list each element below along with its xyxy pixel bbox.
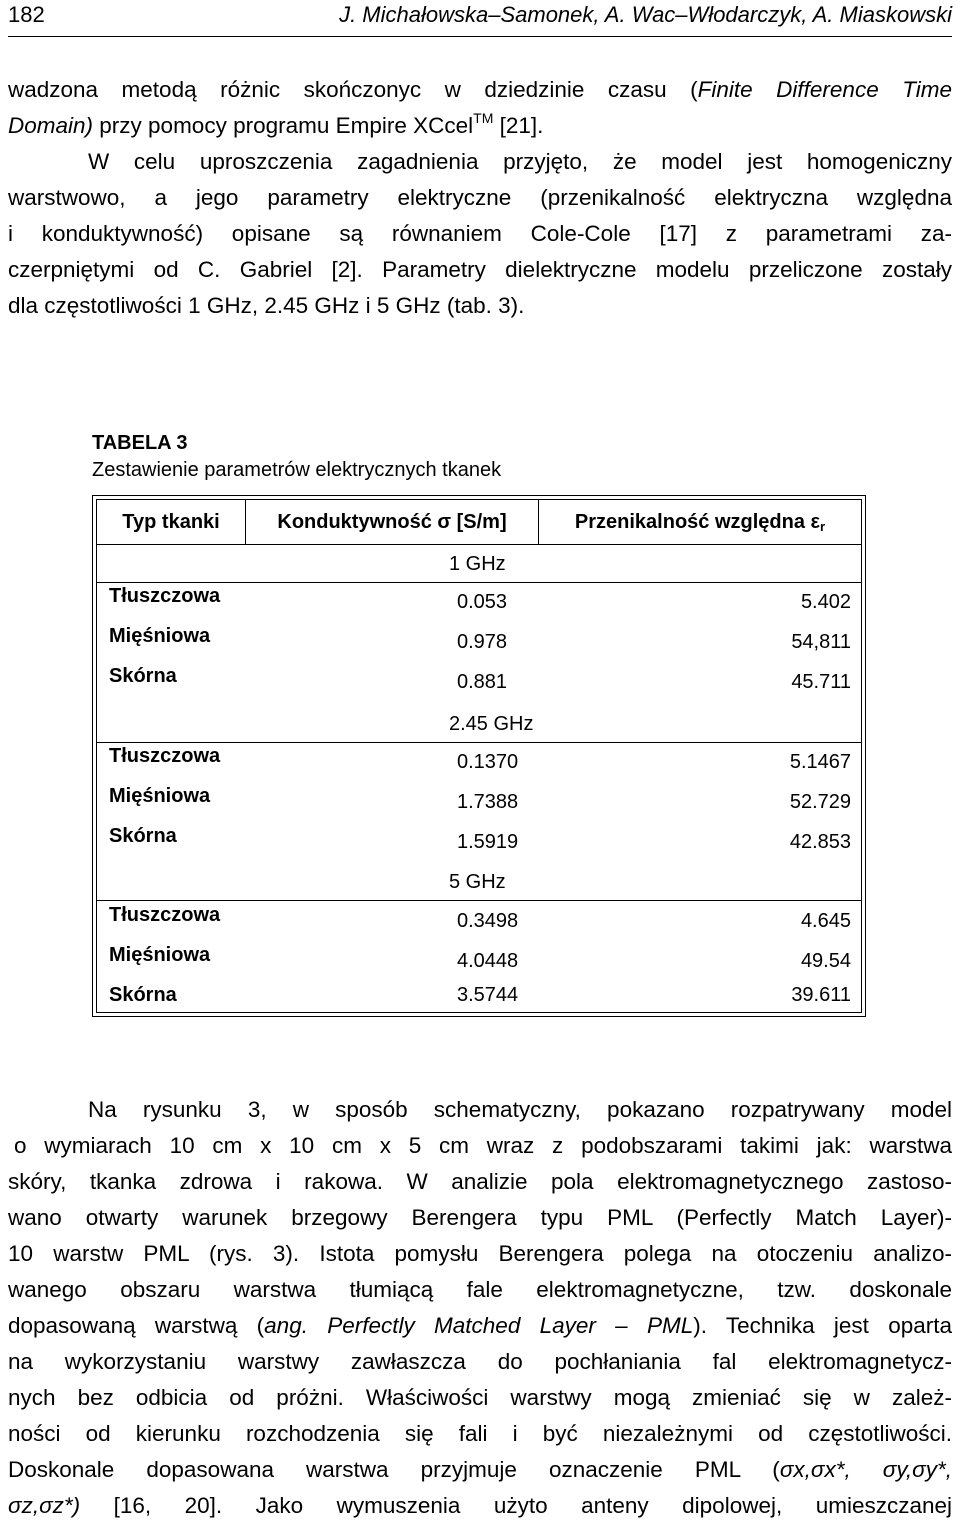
text-line: ności od kierunku rozchodzenia się fali i być niezależnymi od częstotliwości. [8,1421,952,1446]
text-line: warstwowo, a jego parametry elektryczne (przenikalność elektryczna względna [8,185,952,210]
table-row [97,823,861,863]
conductivity-value: 4.0448 [457,950,519,972]
conductivity-value: 1.5919 [457,831,519,853]
frequency-row [97,546,861,583]
frequency-row [97,864,861,901]
text-line: na wykorzystaniu warstwy zawłaszcza do pochłaniania fal elektromagnetycz- [8,1349,952,1374]
permittivity-value: 5.402 [800,591,851,613]
tissue-name: Tłuszczowa [109,745,221,767]
text-line: Doskonale dopasowana warstwa przyjmuje oznaczenie PML (σx,σx*, σy,σy*, [8,1457,952,1482]
tissue-name: Skórna [109,665,177,687]
tissue-name: Skórna [109,825,177,847]
text-line: i konduktywność) opisane są równaniem Cole-Cole [17] z parametrami za- [8,221,952,246]
table-row [97,583,861,623]
frequency-label: 2.45 GHz [449,713,534,735]
text-line: skóry, tkanka zdrowa i rakowa. W analizie pola elektromagnetycznego zastoso- [8,1169,952,1194]
text-line: Domain) przy pomocy programu Empire XCcel™ [21]. [8,110,544,138]
header-rule [8,36,952,37]
permittivity-value: 45.711 [791,671,851,693]
table-row [97,978,861,1018]
paragraph-model [8,1092,952,1524]
page-number: 182 [8,2,45,27]
tissue-name: Mięśniowa [109,625,211,647]
table-header-row [97,500,861,545]
frequency-row [97,706,861,743]
tissue-name: Mięśniowa [109,944,211,966]
table-row [97,743,861,783]
table-row [97,623,861,663]
tissue-name: Mięśniowa [109,785,211,807]
conductivity-value: 0.1370 [457,751,519,773]
permittivity-value: 54,811 [791,631,851,653]
table-title: Zestawienie parametrów elektrycznych tkanek [92,459,502,481]
text-line: wano otwarty warunek brzegowy Berengera typu PML (Perfectly Match Layer)- [8,1205,952,1230]
running-head [8,2,952,32]
table-row [97,902,861,942]
conductivity-value: 0.978 [457,631,508,653]
table-row [97,663,861,703]
parameters-table [92,495,866,1017]
table-row [97,942,861,982]
permittivity-value: 5.1467 [789,751,851,773]
text-line: dopasowaną warstwą (ang. Perfectly Matched Layer – PML). Technika jest oparta [8,1313,952,1338]
permittivity-value: 52.729 [789,791,851,813]
frequency-label: 1 GHz [449,553,506,575]
permittivity-value: 4.645 [800,910,851,932]
text-line: W celu uproszczenia zagadnienia przyjęto, że model jest homogeniczny [88,149,952,174]
tissue-name: Tłuszczowa [109,904,221,926]
header-permittivity: Przenikalność względna $\varepsilon_r$ [574,511,826,534]
text-line: wadzona metodą różnic skończonyc w dziedzinie czasu (Finite Difference Time [8,77,952,102]
header-conductivity: Konduktywność σ [S/m] [246,500,539,544]
text-line: σz,σz*) [16, 20]. Jako wymuszenia użyto anteny dipolowej, umieszczanej [8,1493,952,1518]
text-line: wanego obszaru warstwa tłumiącą fale elektromagnetyczne, tzw. doskonale [8,1277,952,1302]
permittivity-value: 39.611 [791,984,851,1006]
permittivity-value: 42.853 [789,831,851,853]
conductivity-value: 0.053 [457,591,508,613]
conductivity-value: 0.881 [457,671,508,693]
conductivity-value: 0.3498 [457,910,519,932]
running-head-authors: J. Michałowska–Samonek, A. Wac–Włodarczyk, A. Miaskowski [339,2,952,27]
tissue-name: Tłuszczowa [109,585,221,607]
text-line: dla częstotliwości 1 GHz, 2.45 GHz i 5 GHz (tab. 3). [8,293,525,318]
conductivity-value: 3.5744 [457,984,519,1006]
text-line: nych bez odbicia od próżni. Właściwości warstwy mogą zmieniać się w zależ- [8,1385,952,1410]
text-line: 10 warstw PML (rys. 3). Istota pomysłu Berengera polega na otoczeniu analizo- [8,1241,952,1266]
permittivity-value: 49.54 [800,950,851,972]
text-line: Na rysunku 3, w sposób schematyczny, pokazano rozpatrywany model [88,1097,952,1122]
conductivity-value: 1.7388 [457,791,519,813]
frequency-label: 5 GHz [449,871,506,893]
tissue-name: Skórna [109,984,177,1006]
header-tissue: Typ tkanki [97,500,246,544]
table-row [97,783,861,823]
text-line: o wymiarach 10 cm x 10 cm x 5 cm wraz z podobszarami takimi jak: warstwa [14,1133,952,1158]
paragraph-intro [8,72,952,324]
table-caption [92,430,501,484]
text-line: czerpniętymi od C. Gabriel [2]. Parametry dielektryczne modelu przeliczone zostały [8,257,952,282]
table-label: TABELA 3 [92,432,188,454]
